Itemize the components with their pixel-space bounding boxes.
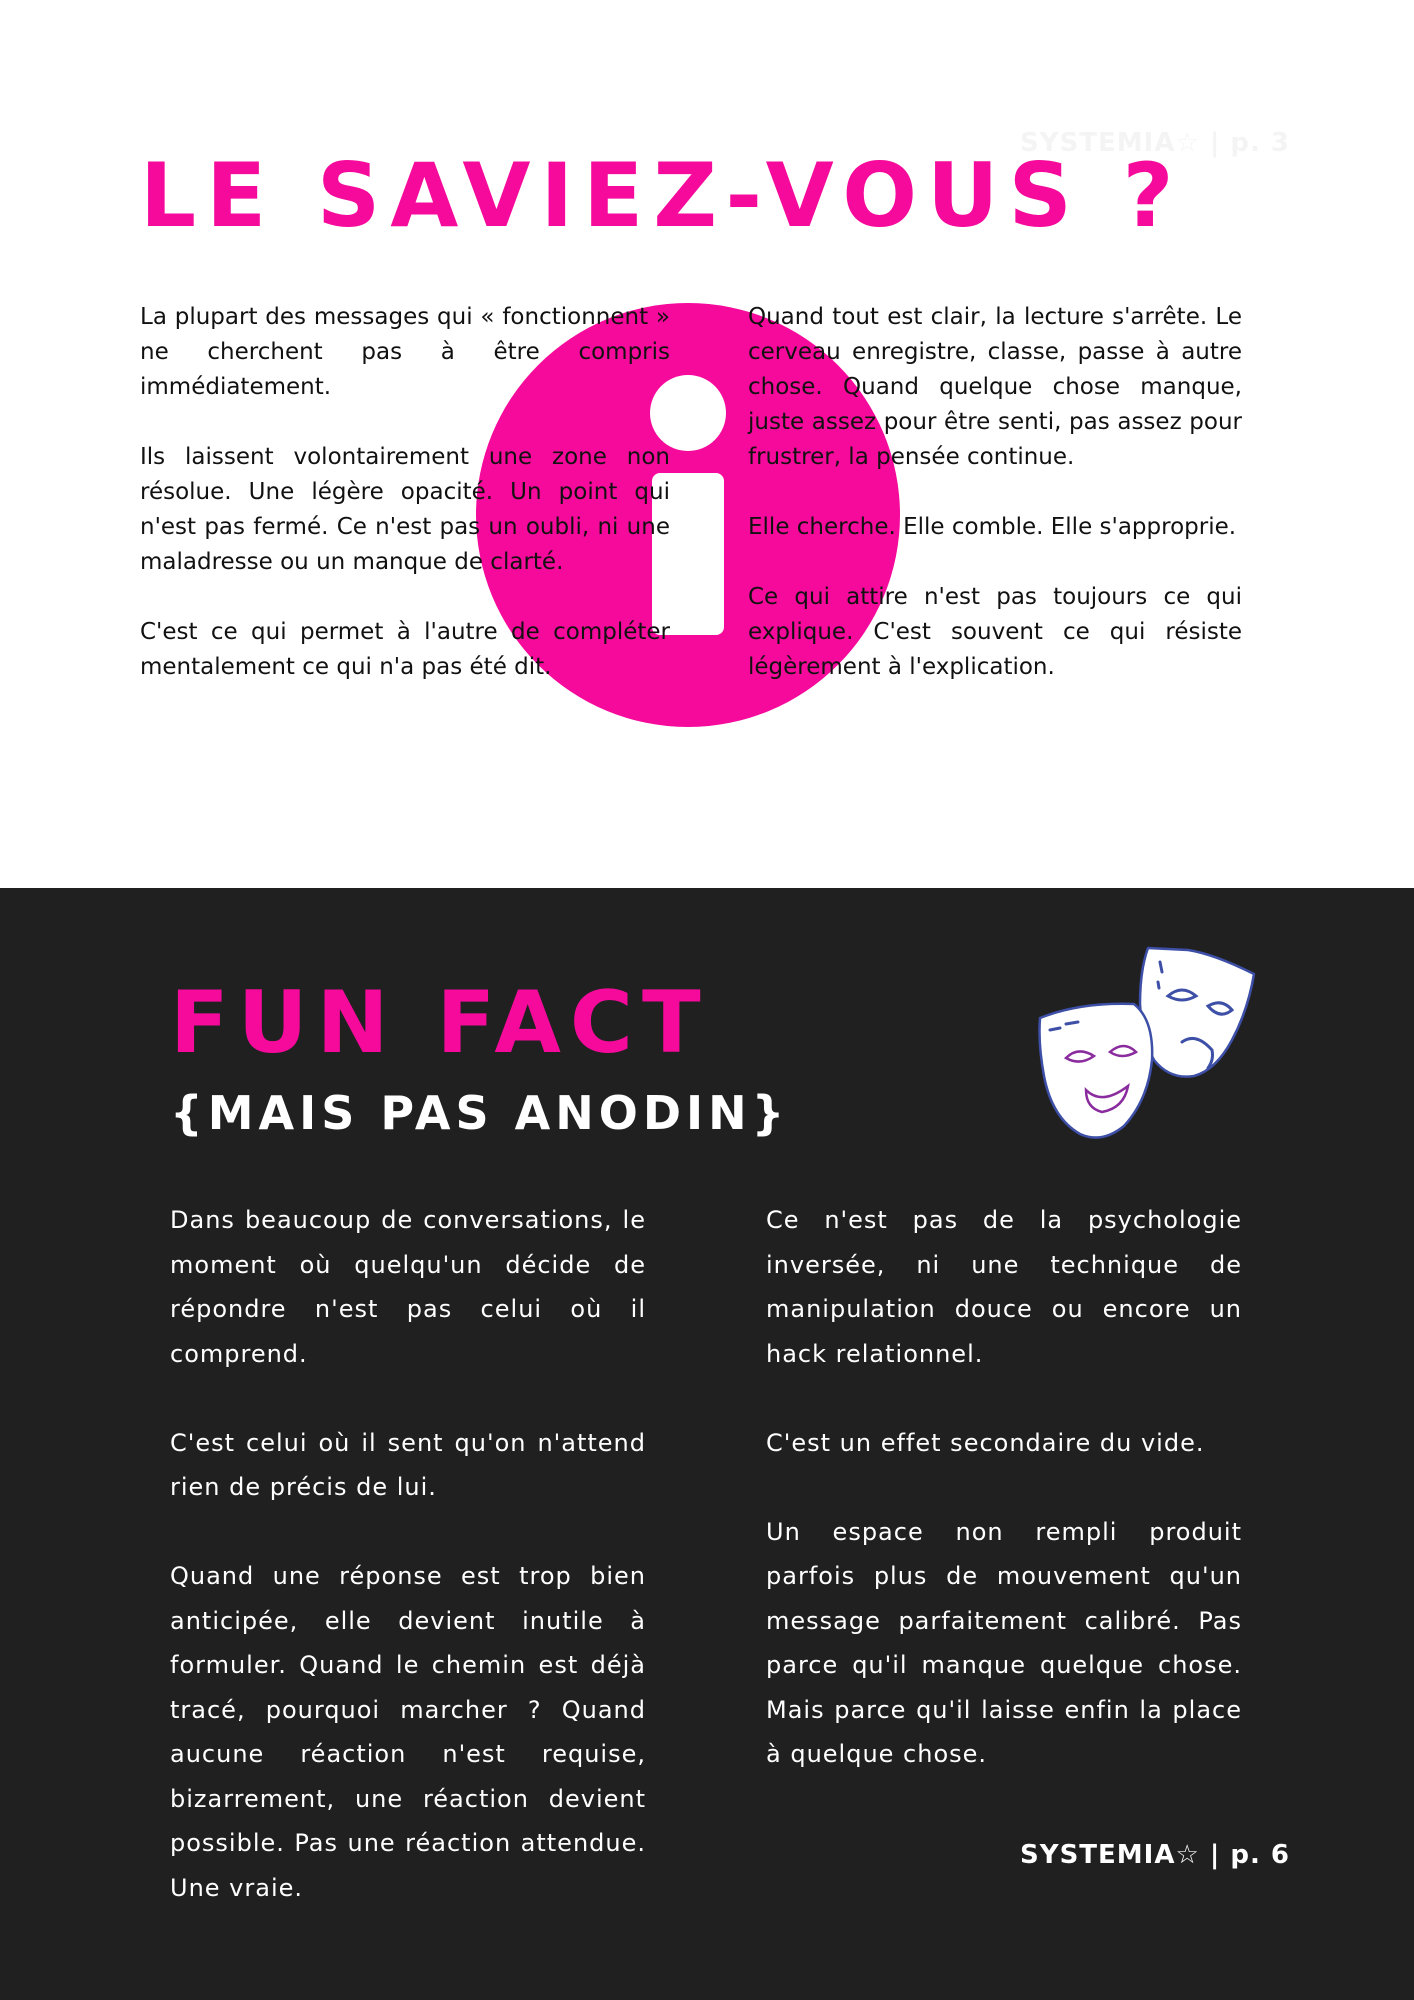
section-title-fun-fact: FUN FACT xyxy=(170,973,710,1073)
bottom-section xyxy=(0,888,1414,2000)
top-right-column xyxy=(748,300,1242,720)
bottom-right-paragraph-3: Un espace non rempli produit parfois plus de mouvement qu'un message parfaitement calibré. Pas parce qu'il manque quelque chose. Mais parce qu'il laisse enfin la place à quelque chose. xyxy=(766,1517,1242,1768)
top-left-column xyxy=(140,300,670,720)
section-subtitle: {MAIS PAS ANODIN} xyxy=(170,1086,790,1140)
theater-masks-icon xyxy=(1036,940,1276,1140)
top-right-paragraph-3: Ce qui attire n'est pas toujours ce qui explique. C'est souvent ce qui résiste légèrement à l'explication. xyxy=(748,584,1242,680)
bottom-left-paragraph-3: Quand une réponse est trop bien anticipée, elle devient inutile à formuler. Quand le chemin est déjà tracé, pourquoi marcher ? Quand aucune réaction n'est requise, bizarrement, une réaction devient possible. Pas une réaction attendue. Une vraie. xyxy=(170,1562,646,1902)
top-right-paragraph-1: Quand tout est clair, la lecture s'arrête. Le cerveau enregistre, classe, passe à autre chose. Quand quelque chose manque, juste assez pour être senti, pas assez pour frustrer, la pensée continue. xyxy=(748,304,1242,470)
bottom-right-column xyxy=(766,1198,1242,1821)
bottom-left-paragraph-1: Dans beaucoup de conversations, le moment où quelqu'un décide de répondre n'est pas celui où il comprend. xyxy=(170,1206,646,1368)
top-left-paragraph-3: C'est ce qui permet à l'autre de compléter mentalement ce qui n'a pas été dit. xyxy=(140,619,670,680)
bottom-left-paragraph-2: C'est celui où il sent qu'on n'attend rien de précis de lui. xyxy=(170,1428,646,1501)
top-right-paragraph-2: Elle cherche. Elle comble. Elle s'approprie. xyxy=(748,514,1237,540)
bottom-left-column xyxy=(170,1198,646,1955)
bottom-right-paragraph-2: C'est un effet secondaire du vide. xyxy=(766,1428,1205,1457)
bottom-right-paragraph-1: Ce n'est pas de la psychologie inversée, ni une technique de manipulation douce ou encore un hack relationnel. xyxy=(766,1206,1242,1368)
section-title-saviez-vous: LE SAVIEZ-VOUS ? xyxy=(140,144,1184,247)
top-section xyxy=(0,0,1414,888)
top-left-paragraph-2: Ils laissent volontairement une zone non résolue. Une légère opacité. Un point qui n'est pas fermé. Ce n'est pas un oubli, ni une maladresse ou un manque de clarté. xyxy=(140,444,670,575)
top-left-paragraph-1: La plupart des messages qui « fonctionnent » ne cherchent pas à être compris immédiatement. xyxy=(140,304,670,400)
footer-page-label: SYSTEMIA☆ | p. 6 xyxy=(1020,1840,1290,1870)
header-page-label: SYSTEMIA☆ | p. 3 xyxy=(1020,128,1290,158)
